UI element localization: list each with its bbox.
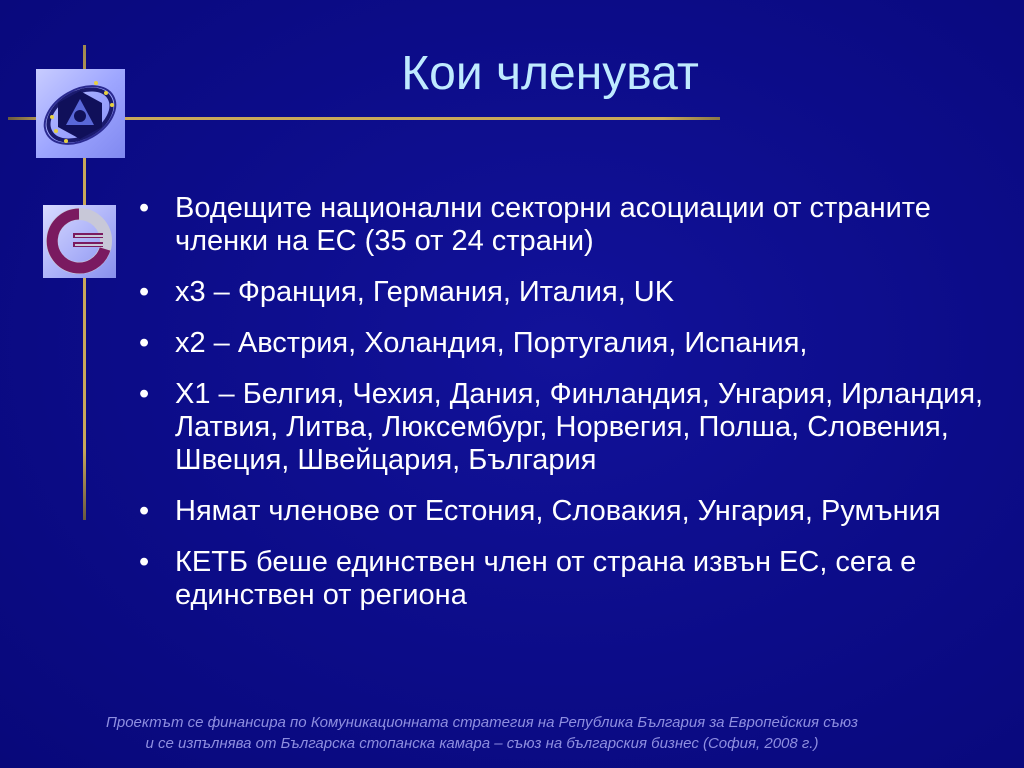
- bullet-text: x2 – Австрия, Холандия, Португалия, Испания,: [175, 327, 808, 359]
- bullet-item: [130, 192, 1000, 258]
- bullet-marker: •: [139, 276, 150, 308]
- bullet-item: [130, 495, 1000, 528]
- bullet-text: x3 – Франция, Германия, Италия, UK: [175, 276, 675, 308]
- bullet-text: Водещите национални секторни асоциации от страните членки на ЕС (35 от 24 страни): [175, 192, 931, 257]
- footer-note: [0, 712, 964, 754]
- bullet-item: [130, 378, 1000, 477]
- bullet-marker: •: [139, 327, 150, 359]
- footer-line-1: Проектът се финансира по Комуникационната стратегия на Република България за Европейския съюз: [106, 714, 858, 731]
- bullet-item: [130, 276, 1000, 309]
- bullet-marker: •: [139, 192, 150, 224]
- bullet-marker: •: [139, 378, 150, 410]
- bullet-marker: •: [139, 546, 150, 578]
- bullet-item: [130, 327, 1000, 360]
- bullet-list: [130, 192, 1000, 630]
- association-logo-icon: [43, 205, 116, 278]
- eu-emblem-logo-icon: [36, 69, 125, 158]
- bullet-text: X1 – Белгия, Чехия, Дания, Финландия, Унгария, Ирландия, Латвия, Литва, Люксембург, Норвегия, Полша, Словения, Швеция, Швейцария, България: [175, 378, 984, 476]
- footer-line-2: и се изпълнява от Българска стопанска камара – съюз на българския бизнес (София, 2008 г.): [145, 735, 819, 752]
- slide-title: Кои членуват: [401, 47, 699, 100]
- bullet-text: Нямат членове от Естония, Словакия, Унгария, Румъния: [175, 495, 941, 527]
- bullet-marker: •: [139, 495, 150, 527]
- bullet-text: КЕТБ беше единствен член от страна извън ЕС, сега е единствен от региона: [175, 546, 917, 611]
- bullet-item: [130, 546, 1000, 612]
